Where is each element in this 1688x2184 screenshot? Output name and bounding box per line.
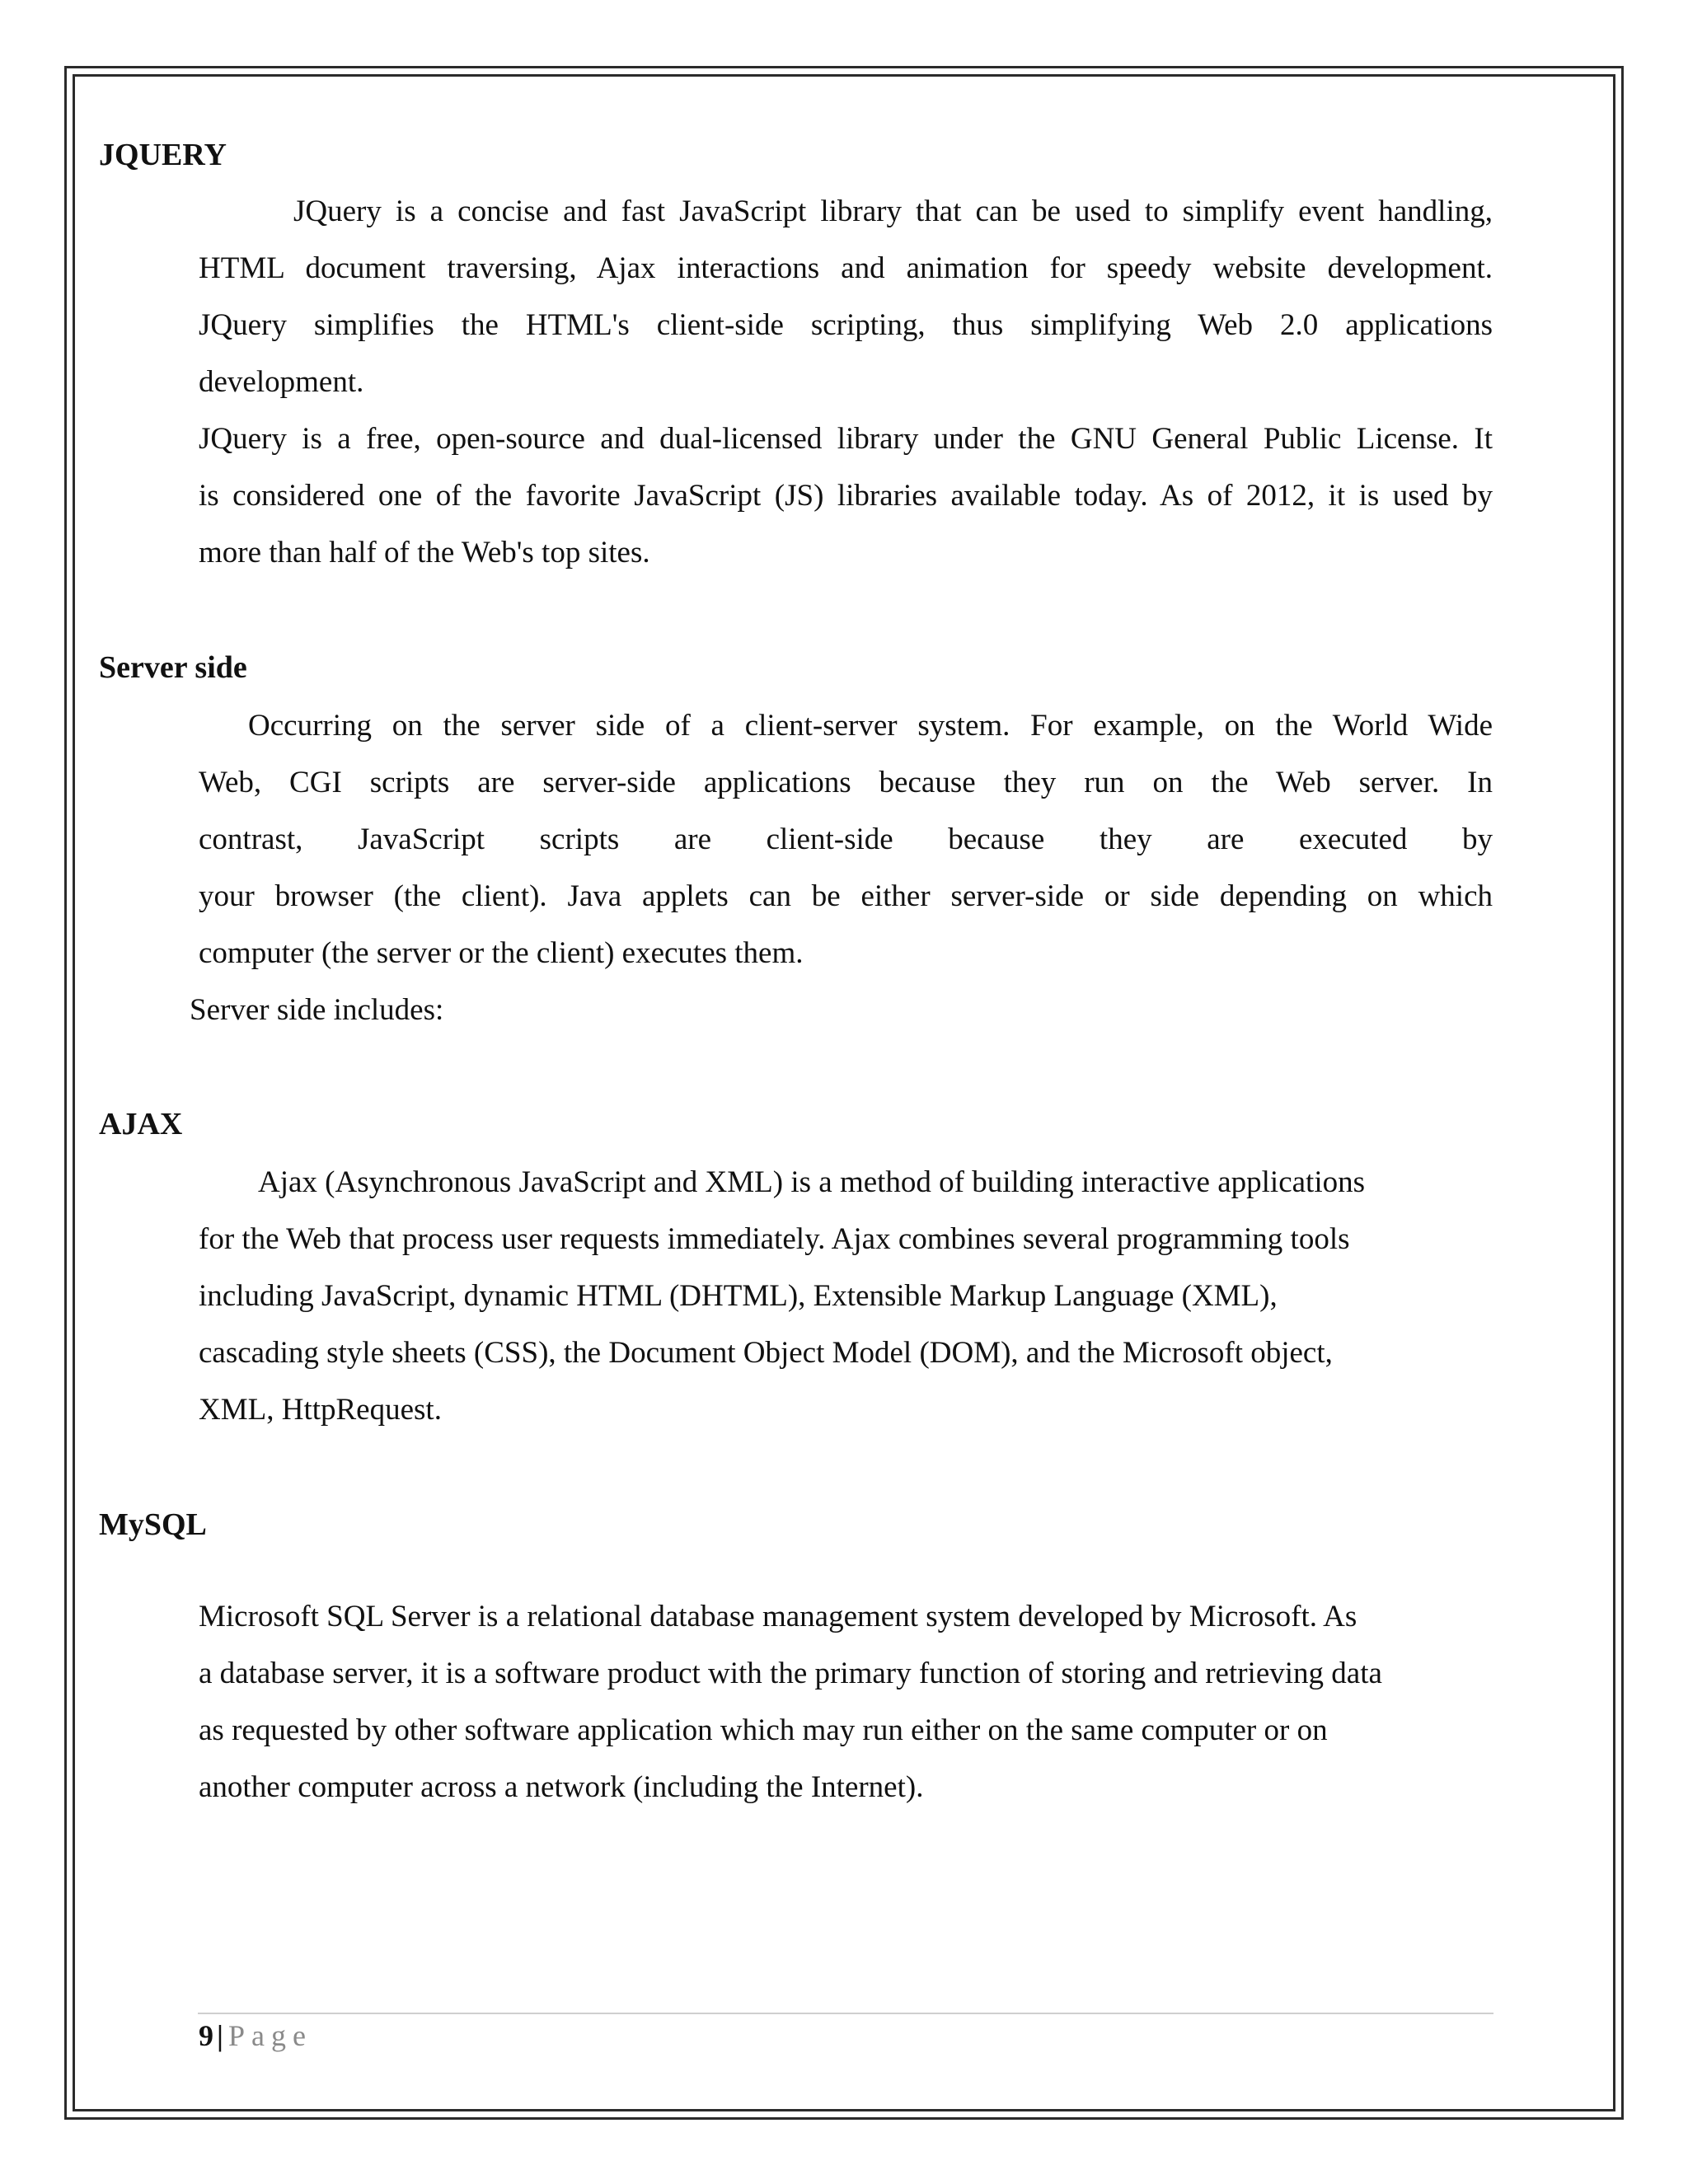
paragraph-jquery [199, 183, 1493, 581]
server-side-line-5: computer (the server or the client) executes them. [199, 936, 804, 970]
jquery-line-4: development. [199, 365, 364, 399]
heading-ajax: AJAX [99, 1107, 183, 1141]
jquery-line-3: JQuery simplifies the HTML's client-side scripting, thus simplifying Web 2.0 applications [199, 308, 1493, 342]
page-number: 9 [199, 2019, 213, 2052]
jquery-line-6: is considered one of the favorite JavaScript (JS) libraries available today. As of 2012, it is used by [199, 479, 1493, 513]
ajax-line-5: XML, HttpRequest. [199, 1393, 442, 1427]
server-side-includes: Server side includes: [190, 993, 444, 1027]
jquery-line-7: more than half of the Web's top sites. [199, 536, 650, 569]
jquery-line-2: HTML document traversing, Ajax interactions and animation for speedy website development. [199, 251, 1493, 285]
heading-jquery: JQUERY [99, 138, 227, 172]
server-side-line-1: Occurring on the server side of a client-server system. For example, on the World Wide [248, 709, 1493, 743]
ajax-line-2: for the Web that process user requests immediately. Ajax combines several programming tools [199, 1222, 1350, 1256]
server-side-line-3: contrast, JavaScript scripts are client-side because they are executed by [199, 823, 1493, 856]
paragraph-server-side [199, 697, 1493, 982]
page-label: Page [227, 2019, 312, 2052]
jquery-line-1: JQuery is a concise and fast JavaScript library that can be used to simplify event handling, [293, 194, 1493, 228]
heading-mysql: MySQL [99, 1507, 207, 1542]
mysql-line-2: a database server, it is a software product with the primary function of storing and retrieving data [199, 1657, 1382, 1690]
server-side-line-2: Web, CGI scripts are server-side applications because they run on the Web server. In [199, 766, 1493, 799]
paragraph-mysql [199, 1588, 1484, 1816]
paragraph-ajax [199, 1154, 1468, 1438]
mysql-line-4: another computer across a network (including the Internet). [199, 1770, 924, 1804]
footer-divider [198, 2013, 1493, 2014]
mysql-line-1: Microsoft SQL Server is a relational database management system developed by Microsoft. As [199, 1600, 1357, 1633]
ajax-line-1: Ajax (Asynchronous JavaScript and XML) is a method of building interactive applications [258, 1165, 1366, 1199]
jquery-line-5: JQuery is a free, open-source and dual-licensed library under the GNU General Public License. It [199, 422, 1493, 456]
page-footer [199, 2018, 312, 2054]
page-separator: | [217, 2019, 223, 2052]
mysql-line-3: as requested by other software application which may run either on the same computer or on [199, 1713, 1328, 1747]
server-side-line-4: your browser (the client). Java applets can be either server-side or side depending on which [199, 879, 1493, 913]
heading-server-side: Server side [99, 650, 247, 685]
ajax-line-4: cascading style sheets (CSS), the Document Object Model (DOM), and the Microsoft object, [199, 1336, 1333, 1370]
ajax-line-3: including JavaScript, dynamic HTML (DHTML), Extensible Markup Language (XML), [199, 1279, 1278, 1313]
